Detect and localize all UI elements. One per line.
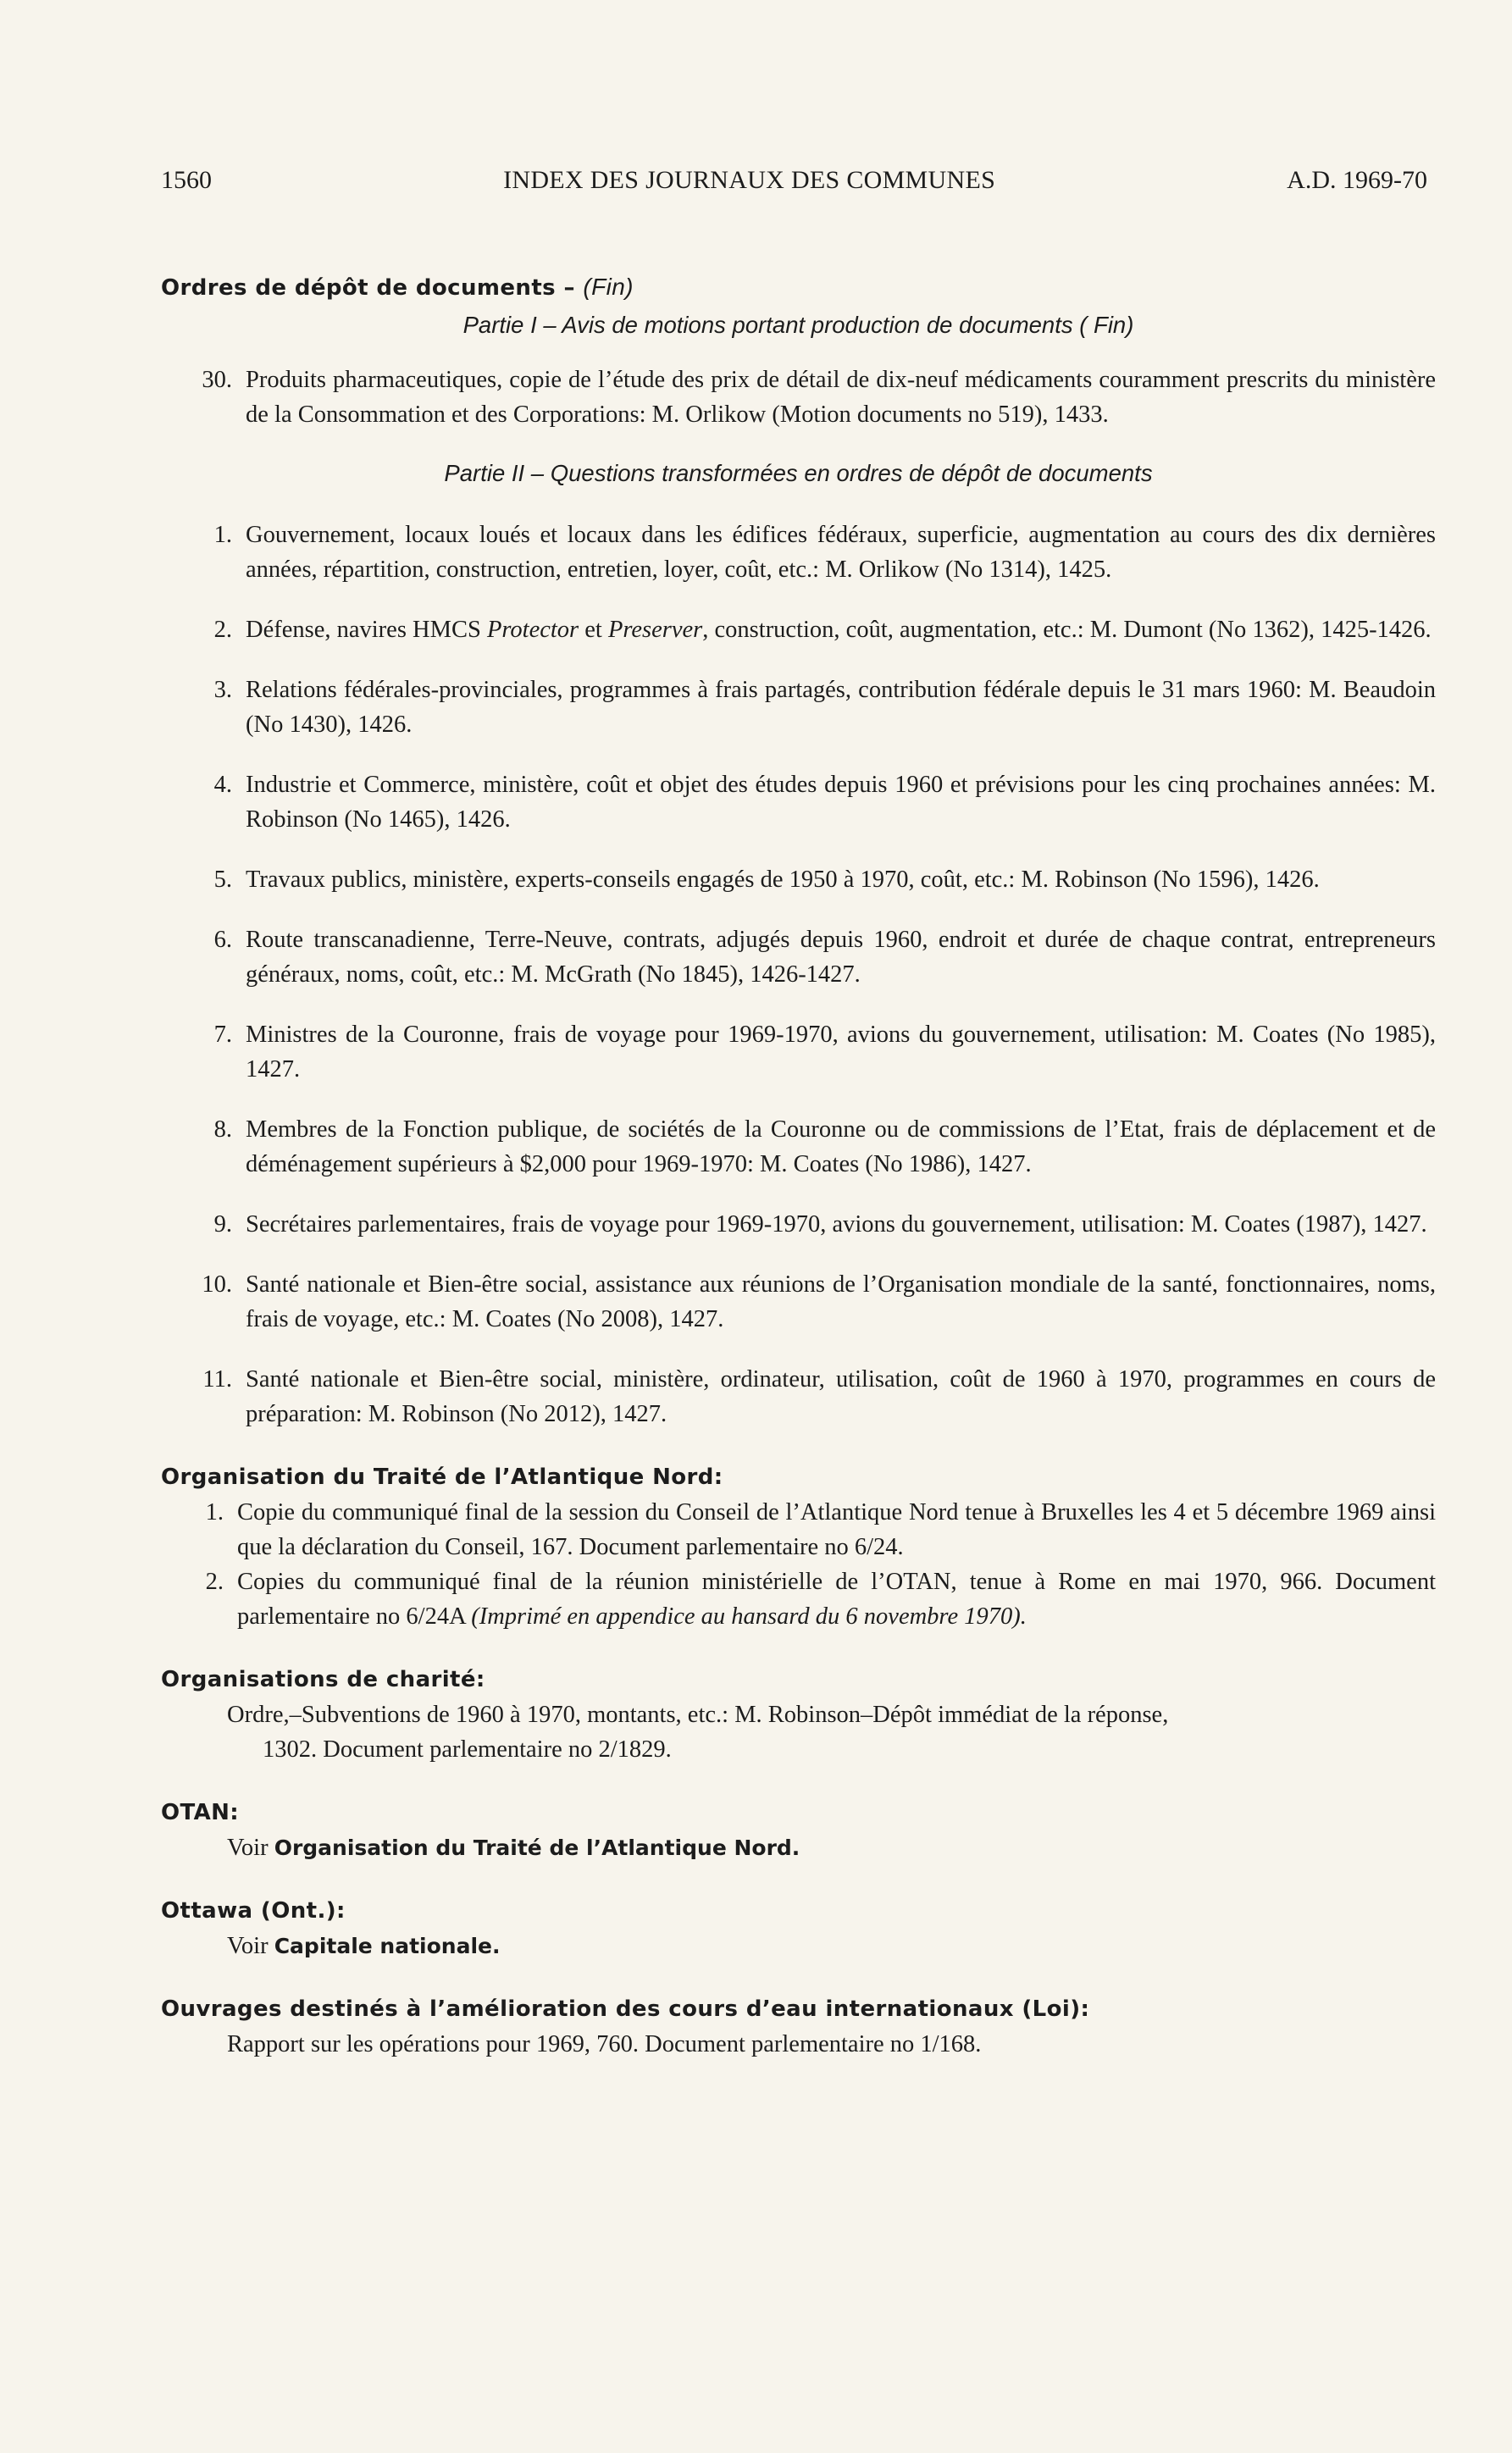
cross-reference: Capitale nationale.: [274, 1934, 501, 1958]
index-content: [161, 269, 1436, 2062]
item-text: Ministres de la Couronne, frais de voyage pour 1969-1970, avions du gouvernement, utilisation: M. Coates (No 1985), 1427.: [246, 1022, 1436, 1083]
list-item: [161, 922, 1436, 992]
section-heading-ordres: [161, 269, 1436, 306]
item-text: Membres de la Fonction publique, de sociétés de la Couronne ou de commissions de l’Etat, frais de déplacement et de déménagement supérieurs à $2,000 pour 1969-1970: M. Coates (No 1986), 1427.: [246, 1116, 1436, 1177]
list-item: [161, 1017, 1436, 1087]
year-label: A.D. 1969-70: [1287, 166, 1427, 194]
partie1-list: [161, 363, 1436, 432]
item-number: 1.: [205, 1499, 224, 1526]
section-heading-otan-org: Organisation du Traité de l’Atlantique Nord:: [161, 1465, 723, 1490]
item-number: 2.: [205, 1569, 224, 1595]
partie2-list: [161, 518, 1436, 1431]
list-item: [161, 1564, 1436, 1634]
list-item: [161, 1495, 1436, 1564]
item-text: Industrie et Commerce, ministère, coût et objet des études depuis 1960 et prévisions pour les cinq prochaines années: M. Robinson (No 1465), 1426.: [246, 772, 1436, 833]
otan-org-list: [161, 1495, 1436, 1634]
page-number: 1560: [161, 166, 212, 194]
item-text: Route transcanadienne, Terre-Neuve, contrats, adjugés depuis 1960, endroit et durée de chaque contrat, entrepreneurs généraux, noms, coût, etc.: M. McGrath (No 1845), 1426-1427.: [246, 927, 1436, 988]
item-number: 3.: [213, 677, 232, 703]
list-item: [161, 1112, 1436, 1182]
item-number: 11.: [202, 1366, 232, 1393]
see-reference: [161, 1830, 1436, 1865]
charite-line-continued: 1302. Document parlementaire no 2/1829.: [263, 1736, 672, 1763]
item-text: Santé nationale et Bien-être social, ministère, ordinateur, utilisation, coût de 1960 à 1970, programmes en cours de préparation: M. Robinson (No 2012), 1427.: [246, 1366, 1436, 1427]
item-number: 1.: [213, 522, 232, 548]
item-text: Santé nationale et Bien-être social, assistance aux réunions de l’Organisation mondiale de la santé, fonctionnaires, noms, frais de voyage, etc.: M. Coates (No 2008), 1427.: [246, 1271, 1436, 1332]
section-heading-otan: OTAN:: [161, 1800, 240, 1825]
section-heading-charite: Organisations de charité:: [161, 1667, 485, 1692]
item-text: [237, 1564, 1436, 1634]
appendix-note: (Imprimé en appendice au hansard du 6 novembre 1970).: [471, 1603, 1027, 1630]
section-heading-ottawa: Ottawa (Ont.):: [161, 1898, 346, 1924]
ship-name: Preserver: [607, 617, 703, 643]
item-number: 2.: [213, 617, 232, 643]
item-number: 7.: [213, 1022, 232, 1048]
see-reference: [161, 1929, 1436, 1963]
item-text: [246, 612, 1436, 647]
item-number: 4.: [213, 772, 232, 798]
charite-line: Ordre,–Subventions de 1960 à 1970, montants, etc.: M. Robinson–Dépôt immédiat de la réponse,: [227, 1702, 1169, 1728]
list-item: [161, 1362, 1436, 1431]
list-item: [161, 612, 1436, 647]
text-part: Copies du communiqué final de la réunion ministérielle de l’OTAN, tenue à Rome en mai 1970, 966. Document parlementaire no 6/24A: [237, 1569, 1436, 1630]
section-heading-text: Ordres de dépôt de documents –: [161, 275, 575, 301]
text-part: Défense, navires HMCS: [246, 617, 487, 643]
see-label: Voir: [227, 1933, 274, 1959]
journal-title: INDEX DES JOURNAUX DES COMMUNES: [503, 166, 996, 194]
list-item: [161, 1267, 1436, 1337]
item-number: 30.: [202, 367, 232, 393]
partie2-title: Partie II – Questions transformées en ordres de dépôt de documents: [444, 460, 1153, 486]
section-heading-ouvrages: Ouvrages destinés à l’amélioration des cours d’eau internationaux (Loi):: [161, 1996, 1090, 2022]
item-number: 5.: [213, 867, 232, 893]
item-number: 10.: [202, 1271, 232, 1298]
item-text: Gouvernement, locaux loués et locaux dans les édifices fédéraux, superficie, augmentation au cours des dix dernières années, répartition, construction, entretien, loyer, coût, etc.: M. Orlikow (No 1314), 1425.: [246, 522, 1436, 583]
list-item: [161, 363, 1436, 432]
list-item: [161, 862, 1436, 897]
item-number: 9.: [213, 1211, 232, 1238]
text-part: et: [579, 617, 608, 643]
item-text: Copie du communiqué final de la session du Conseil de l’Atlantique Nord tenue à Bruxelles les 4 et 5 décembre 1969 ainsi que la déclaration du Conseil, 167. Document parlementaire no 6/24.: [237, 1499, 1436, 1560]
item-text: Relations fédérales-provinciales, programmes à frais partagés, contribution fédérale depuis le 31 mars 1960: M. Beaudoin (No 1430), 1426.: [246, 677, 1436, 738]
item-number: 6.: [213, 927, 232, 953]
ouvrages-line: Rapport sur les opérations pour 1969, 760. Document parlementaire no 1/168.: [227, 2031, 982, 2057]
ship-name: Protector: [486, 617, 579, 643]
running-head: [161, 166, 1427, 195]
item-number: 8.: [213, 1116, 232, 1143]
cross-reference: Organisation du Traité de l’Atlantique Nord.: [274, 1836, 800, 1860]
item-text: Secrétaires parlementaires, frais de voyage pour 1969-1970, avions du gouvernement, utilisation: M. Coates (1987), 1427.: [246, 1211, 1427, 1238]
list-item: [161, 673, 1436, 742]
item-text: Travaux publics, ministère, experts-conseils engagés de 1950 à 1970, coût, etc.: M. Robinson (No 1596), 1426.: [246, 867, 1320, 893]
partie1-title: Partie I – Avis de motions portant production de documents ( Fin): [462, 312, 1134, 338]
item-text: Produits pharmaceutiques, copie de l’étude des prix de détail de dix-neuf médicaments couramment prescrits du ministère de la Consommation et des Corporations: M. Orlikow (Motion documents no 519), 1433.: [246, 367, 1436, 428]
list-item: [161, 518, 1436, 587]
section-heading-fin: (Fin): [583, 274, 634, 300]
list-item: [161, 1207, 1436, 1242]
see-label: Voir: [227, 1835, 274, 1861]
list-item: [161, 767, 1436, 837]
text-part: , construction, coût, augmentation, etc.: M. Dumont (No 1362), 1425-1426.: [702, 617, 1432, 643]
